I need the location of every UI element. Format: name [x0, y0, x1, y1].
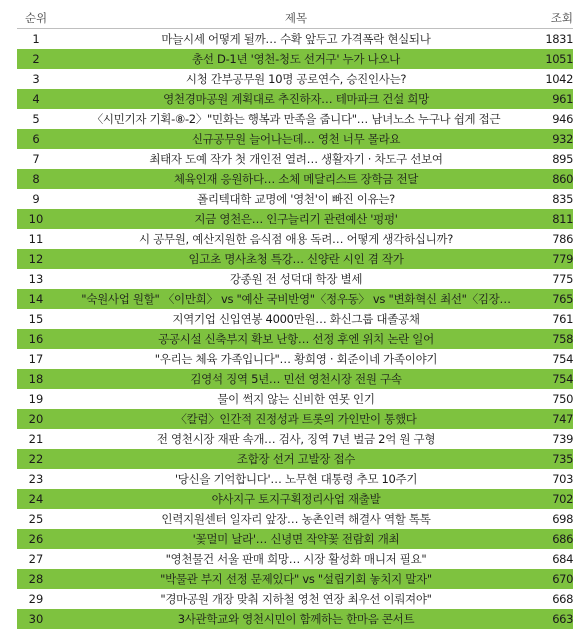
table-row [17, 149, 573, 169]
article-title-link[interactable]: 폴리텍대학 교명에 '영천'이 빠진 이유는? [55, 189, 537, 209]
rank-number: 23 [17, 469, 55, 489]
rank-number: 13 [17, 269, 55, 289]
article-title-link[interactable]: 시 공무원, 예산지원한 음식점 애용 독려… 어떻게 생각하십니까? [55, 229, 537, 249]
rank-number: 17 [17, 349, 55, 369]
rank-number: 27 [17, 549, 55, 569]
rank-number: 11 [17, 229, 55, 249]
table-row [17, 589, 573, 609]
table-row [17, 29, 573, 50]
view-count: 895 [537, 149, 573, 169]
view-count: 761 [537, 309, 573, 329]
header-rank: 순위 [17, 8, 55, 29]
rank-number: 26 [17, 529, 55, 549]
view-count: 684 [537, 549, 573, 569]
view-count: 735 [537, 449, 573, 469]
table-row [17, 469, 573, 489]
view-count: 747 [537, 409, 573, 429]
article-title-link[interactable]: 인력지원센터 일자리 앞장… 농촌인력 해결사 역할 톡톡 [55, 509, 537, 529]
article-title-link[interactable]: 신규공무원 늘어나는데… 영천 너무 몰라요 [55, 129, 537, 149]
rank-number: 1 [17, 29, 55, 50]
table-row [17, 509, 573, 529]
article-title-link[interactable]: "숙원사업 원할" 〈이만희〉 vs "예산 국비반영"〈정우동〉 vs "변화혁신 최선"〈김장… [55, 289, 537, 309]
view-count: 1051 [537, 49, 573, 69]
view-count: 1831 [537, 29, 573, 50]
rank-number: 8 [17, 169, 55, 189]
view-count: 860 [537, 169, 573, 189]
view-count: 754 [537, 369, 573, 389]
table-row [17, 329, 573, 349]
view-count: 668 [537, 589, 573, 609]
view-count: 946 [537, 109, 573, 129]
table-row [17, 609, 573, 629]
rank-number: 18 [17, 369, 55, 389]
article-title-link[interactable]: 〈시민기자 기획-⑧-2〉"민화는 행복과 만족을 줍니다"… 남녀노소 누구나 쉽게 접근 [55, 109, 537, 129]
rank-number: 28 [17, 569, 55, 589]
table-row [17, 489, 573, 509]
header-title: 제목 [55, 8, 537, 29]
rank-number: 20 [17, 409, 55, 429]
view-count: 786 [537, 229, 573, 249]
rank-number: 25 [17, 509, 55, 529]
rank-number: 29 [17, 589, 55, 609]
view-count: 765 [537, 289, 573, 309]
table-row [17, 89, 573, 109]
table-row [17, 229, 573, 249]
rank-number: 22 [17, 449, 55, 469]
article-title-link[interactable]: "영천물건 서울 판매 희망… 시장 활성화 매니저 필요" [55, 549, 537, 569]
rank-number: 24 [17, 489, 55, 509]
view-count: 663 [537, 609, 573, 629]
view-count: 779 [537, 249, 573, 269]
table-row [17, 269, 573, 289]
table-row [17, 289, 573, 309]
view-count: 1042 [537, 69, 573, 89]
view-count: 703 [537, 469, 573, 489]
view-count: 754 [537, 349, 573, 369]
rank-number: 14 [17, 289, 55, 309]
view-count: 835 [537, 189, 573, 209]
ranking-table [17, 8, 573, 629]
article-title-link[interactable]: 물이 썩지 않는 신비한 연못 인기 [55, 389, 537, 409]
article-title-link[interactable]: '꽃멀미 날라'… 신녕면 작약꽃 전람회 개최 [55, 529, 537, 549]
table-row [17, 389, 573, 409]
article-title-link[interactable]: 지금 영천은… 인구늘리기 관련예산 '펑펑' [55, 209, 537, 229]
table-header-row [17, 8, 573, 29]
rank-number: 7 [17, 149, 55, 169]
article-title-link[interactable]: '당신을 기억합니다'… 노무현 대통령 추모 10주기 [55, 469, 537, 489]
table-row [17, 169, 573, 189]
table-row [17, 449, 573, 469]
table-row [17, 209, 573, 229]
table-row [17, 69, 573, 89]
table-row [17, 309, 573, 329]
article-title-link[interactable]: 마늘시세 어떻게 될까… 수확 앞두고 가격폭락 현실되나 [55, 29, 537, 50]
table-row [17, 569, 573, 589]
rank-number: 4 [17, 89, 55, 109]
view-count: 698 [537, 509, 573, 529]
view-count: 932 [537, 129, 573, 149]
rank-number: 15 [17, 309, 55, 329]
article-title-link[interactable]: 전 영천시장 재판 속개… 검사, 징역 7년 벌금 2억 원 구형 [55, 429, 537, 449]
article-title-link[interactable]: 체육인재 응원하다… 소체 메달리스트 장학금 전달 [55, 169, 537, 189]
article-title-link[interactable]: 지역기업 신입연봉 4000만원… 화신그룹 대졸공채 [55, 309, 537, 329]
table-row [17, 429, 573, 449]
article-title-link[interactable]: 시청 간부공무원 10명 공로연수, 승진인사는? [55, 69, 537, 89]
table-row [17, 49, 573, 69]
rank-number: 3 [17, 69, 55, 89]
article-title-link[interactable]: 임고초 명사초청 특강… 신양란 시인 겸 작가 [55, 249, 537, 269]
article-title-link[interactable]: 공공시설 신축부지 확보 난항… 선정 후엔 위치 논란 일어 [55, 329, 537, 349]
table-row [17, 129, 573, 149]
view-count: 686 [537, 529, 573, 549]
rank-number: 5 [17, 109, 55, 129]
view-count: 961 [537, 89, 573, 109]
article-title-link[interactable]: 최태자 도예 작가 첫 개인전 열려… 생활자기 · 차도구 선보여 [55, 149, 537, 169]
article-title-link[interactable]: 영천경마공원 계획대로 추진하자… 테마파크 건설 희망 [55, 89, 537, 109]
rank-number: 16 [17, 329, 55, 349]
rank-number: 6 [17, 129, 55, 149]
article-title-link[interactable]: 〈칼럼〉인간적 진정성과 트롯의 가인만이 통했다 [55, 409, 537, 429]
article-title-link[interactable]: "경마공원 개장 맞춰 지하철 영천 연장 최우선 이뤄져야" [55, 589, 537, 609]
rank-number: 9 [17, 189, 55, 209]
article-title-link[interactable]: 강종원 전 성덕대 학장 별세 [55, 269, 537, 289]
article-title-link[interactable]: 총선 D-1년 '영천-청도 선거구' 누가 나오나 [55, 49, 537, 69]
rank-number: 12 [17, 249, 55, 269]
table-row [17, 529, 573, 549]
table-row [17, 549, 573, 569]
rank-number: 19 [17, 389, 55, 409]
rank-number: 2 [17, 49, 55, 69]
view-count: 702 [537, 489, 573, 509]
table-body [17, 29, 573, 630]
article-title-link[interactable]: 야사지구 토지구획정리사업 재출발 [55, 489, 537, 509]
article-title-link[interactable]: 김영석 징역 5년… 민선 영천시장 전원 구속 [55, 369, 537, 389]
table-row [17, 349, 573, 369]
view-count: 670 [537, 569, 573, 589]
view-count: 811 [537, 209, 573, 229]
rank-number: 10 [17, 209, 55, 229]
table-row [17, 189, 573, 209]
article-title-link[interactable]: "우리는 체육 가족입니다"… 황희영 · 회준이네 가족이야기 [55, 349, 537, 369]
rank-number: 21 [17, 429, 55, 449]
article-title-link[interactable]: 3사관학교와 영천시민이 함께하는 한마음 콘서트 [55, 609, 537, 629]
table-row [17, 409, 573, 429]
header-views: 조회 [537, 8, 573, 29]
table-row [17, 249, 573, 269]
view-count: 775 [537, 269, 573, 289]
article-title-link[interactable]: "박물관 부지 선정 문제있다" vs "설립기회 놓치지 말자" [55, 569, 537, 589]
view-count: 758 [537, 329, 573, 349]
rank-number: 30 [17, 609, 55, 629]
view-count: 739 [537, 429, 573, 449]
table-row [17, 369, 573, 389]
view-count: 750 [537, 389, 573, 409]
article-title-link[interactable]: 조합장 선거 고발장 접수 [55, 449, 537, 469]
table-row [17, 109, 573, 129]
